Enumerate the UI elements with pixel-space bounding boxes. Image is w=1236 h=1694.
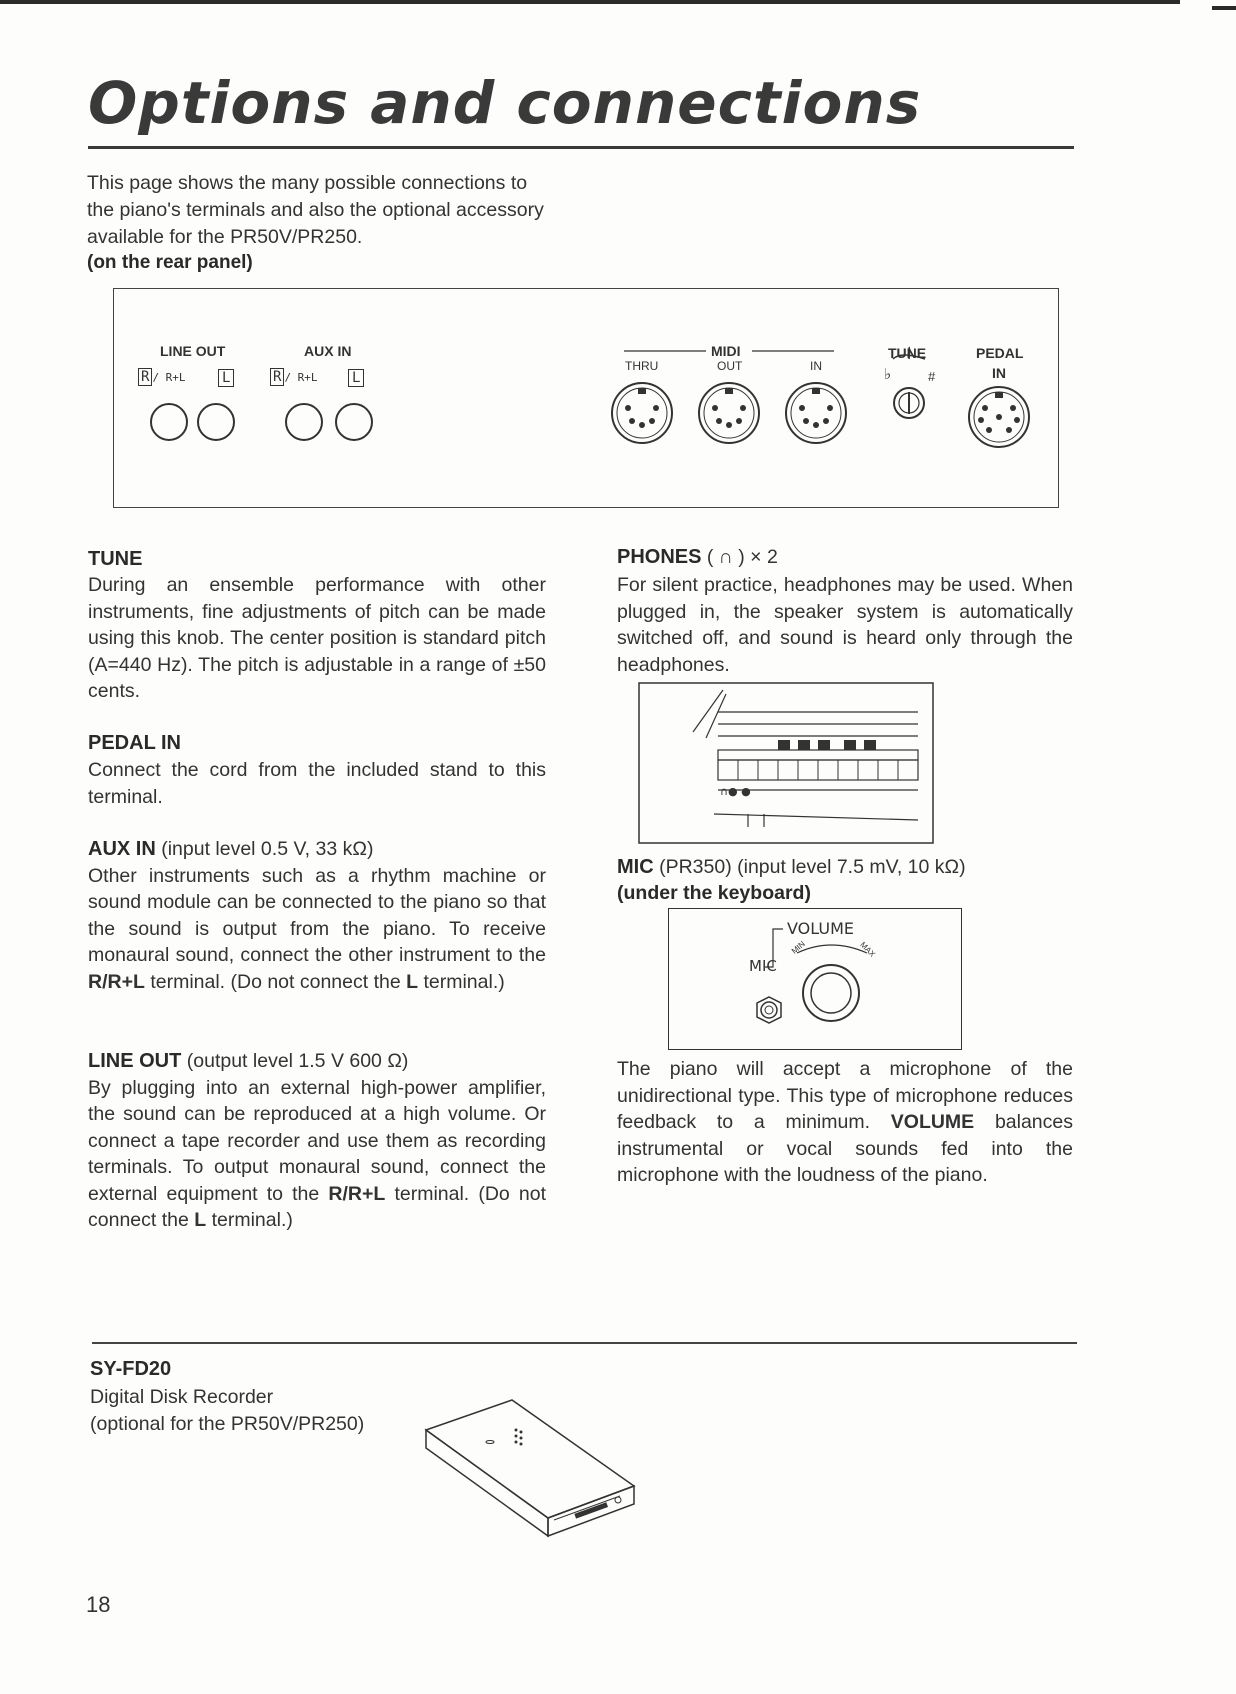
pedal-in-heading: PEDAL IN [88, 732, 181, 754]
aux-in-bold-1: R/R+L [88, 970, 145, 993]
midi-in-label: IN [810, 359, 822, 373]
mic-heading-line [617, 856, 966, 879]
mic-heading: MIC [617, 856, 654, 878]
aux-in-bold-2: L [406, 970, 419, 993]
svg-text:∩● ●: ∩● ● [720, 785, 751, 798]
pedal-in-jack [969, 387, 1029, 447]
mic-note: (under the keyboard) [617, 882, 811, 904]
top-tick [1212, 6, 1236, 10]
mic-mic-label: MIC [749, 957, 777, 975]
aux-in-label: AUX IN [304, 343, 352, 359]
line-out-r-mark: R [138, 368, 152, 386]
aux-in-l-mark: L [348, 369, 364, 387]
top-rule [0, 0, 1180, 4]
aux-in-body-3: terminal.) [423, 970, 505, 993]
line-out-label: LINE OUT [160, 343, 226, 359]
disk-recorder-illustration [424, 1396, 644, 1556]
line-out-body-1: By plugging into an external high-power amplifier, the sound can be reproduced at a high volume. Or connect a tape recorder and use them as recording terminals. To output monaural sound, connect the external equipment to the [88, 1076, 546, 1205]
mic-spec: (PR350) (input level 7.5 mV, 10 kΩ) [659, 856, 966, 878]
line-out-section [88, 1048, 546, 1234]
line-out-body-3: terminal.) [211, 1209, 293, 1231]
title-rule [88, 146, 1074, 149]
mic-body [617, 1056, 1073, 1189]
aux-in-rl-mark: / R+L [284, 371, 318, 384]
line-out-bold-1: R/R+L [328, 1182, 386, 1205]
aux-in-l-jack [336, 404, 372, 440]
line-out-spec: (output level 1.5 V 600 Ω) [186, 1050, 409, 1072]
pedal-in-body: Connect the cord from the included stand to this terminal. [88, 759, 546, 808]
mic-illustration [668, 908, 962, 1050]
mic-volume-label: VOLUME [787, 919, 854, 938]
accessory-description [90, 1384, 364, 1438]
line-out-bold-2: L [194, 1209, 207, 1231]
aux-in-r-jack [286, 404, 322, 440]
accessory-line-2: (optional for the PR50V/PR250) [90, 1413, 365, 1435]
mic-min-label: MIN [789, 939, 807, 956]
midi-out-label: OUT [717, 359, 743, 373]
line-out-l-mark: L [218, 369, 234, 387]
phones-illustration [638, 682, 934, 844]
phones-spec: ( ∩ ) × 2 [706, 546, 778, 568]
phones-body: For silent practice, headphones may be used. When plugged in, the speaker system is automatically switched off, and sound is heard only through the headphones. [617, 574, 1073, 676]
accessory-name: SY-FD20 [90, 1358, 172, 1380]
midi-in-jack [786, 383, 846, 443]
rear-panel-diagram [113, 288, 1059, 508]
intro-text: This page shows the many possible connections to the piano's terminals and also the optional accessory available for the PR50V/PR250. [87, 172, 544, 248]
tune-label: TUNE [888, 345, 927, 361]
page-number: 18 [86, 1592, 111, 1617]
midi-thru-label: THRU [625, 359, 659, 373]
intro-note: (on the rear panel) [87, 252, 253, 273]
aux-in-section [88, 836, 546, 995]
bottom-rule [92, 1342, 1077, 1344]
phones-heading-line [617, 546, 778, 569]
aux-in-body-1: Other instruments such as a rhythm machine or sound module can be connected to the piano so that the sound is output from the piano. To receive monaural sound, connect the other instrument to the [88, 864, 546, 966]
pedal-in-label: IN [992, 365, 1006, 381]
accessory-line-1: Digital Disk Recorder [90, 1386, 274, 1408]
tune-body: During an ensemble performance with other instruments, fine adjustments of pitch can be made using this knob. The center position is standard pitch (A=440 Hz). The pitch is adjustable in a range of ±50 cents. [88, 574, 546, 702]
midi-thru-jack [612, 383, 672, 443]
page-title: Options and connections [88, 69, 922, 137]
rear-panel-jacks [114, 289, 1058, 507]
midi-out-jack [699, 383, 759, 443]
mic-max-label: MAX [858, 940, 877, 959]
aux-in-body-2: terminal. (Do not connect the [150, 970, 401, 993]
tune-heading: TUNE [88, 548, 143, 570]
line-out-r-jack [151, 404, 187, 440]
mic-body-1: The piano will accept a microphone of the unidirectional type. This type of microphone reduces feedback to a minimum. [617, 1058, 1073, 1133]
phones-heading: PHONES [617, 546, 702, 568]
pedal-label: PEDAL [976, 345, 1024, 361]
line-out-l-jack [198, 404, 234, 440]
aux-in-heading: AUX IN [88, 838, 156, 860]
aux-in-spec: (input level 0.5 V, 33 kΩ) [161, 838, 374, 860]
tune-sharp-mark: # [928, 369, 936, 384]
aux-in-r-mark: R [270, 368, 284, 386]
midi-label: MIDI [711, 343, 741, 359]
mic-body-2: balances instrumental or vocal sounds fed into the microphone with the loudness of the piano. [617, 1111, 1073, 1186]
line-out-heading: LINE OUT [88, 1050, 182, 1072]
line-out-rl-mark: / R+L [152, 371, 186, 384]
mic-body-bold: VOLUME [890, 1111, 975, 1133]
line-out-body-2: terminal. (Do not connect the [88, 1182, 547, 1231]
tune-flat-mark: ♭ [884, 366, 892, 383]
